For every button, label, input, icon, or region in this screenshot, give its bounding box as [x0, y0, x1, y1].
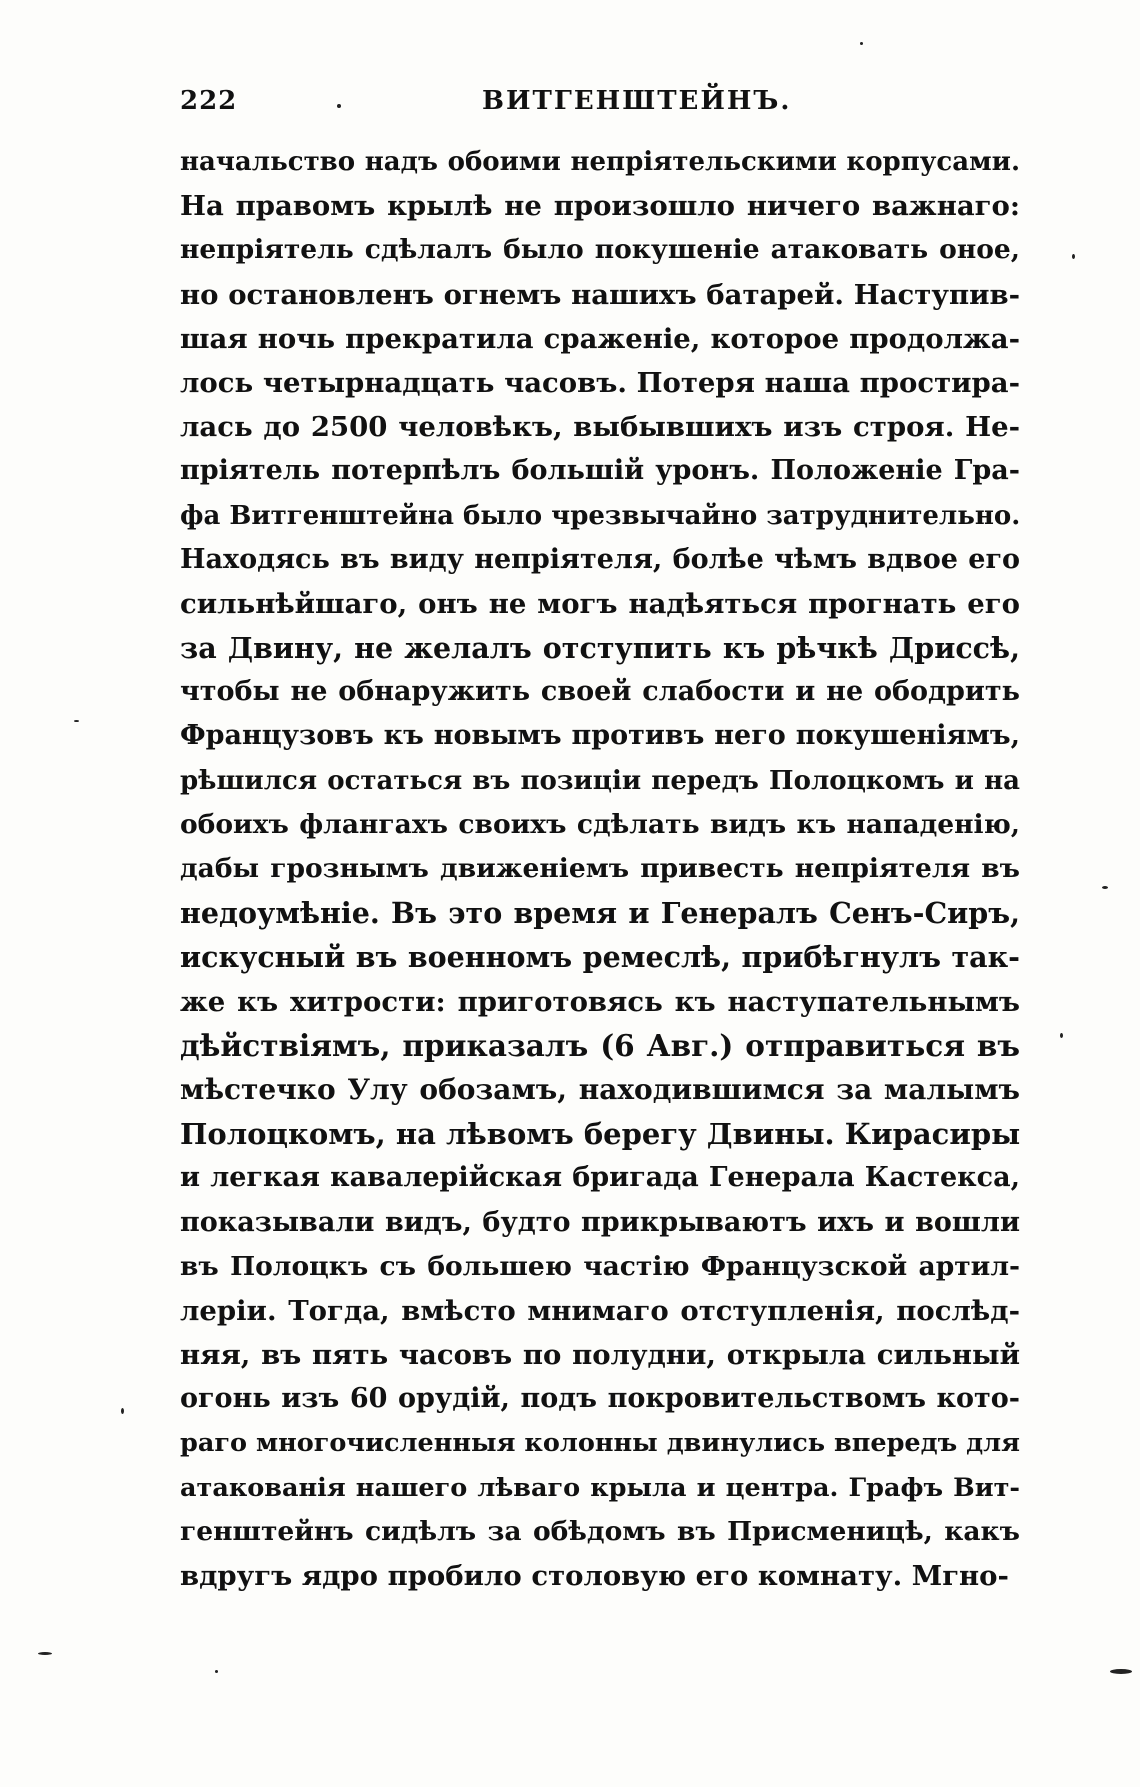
text-line: начальство надъ обоими непріятельскими корпусами.: [180, 147, 1020, 177]
text-line: рѣшился остаться въ позиціи передъ Полоцкомъ и на: [180, 765, 1020, 796]
text-line: въ Полоцкъ съ большею частію Французской артил-: [180, 1250, 1020, 1282]
text-line: за Двину, не желалъ отступить къ рѣчкѣ Дриссѣ,: [180, 631, 1020, 666]
scan-speck: [74, 720, 79, 722]
text-line: дабы грознымъ движеніемъ привесть непріятеля въ: [180, 853, 1020, 884]
text-line: дѣйствіямъ, приказалъ (6 Авг.) отправиться въ: [180, 1027, 1020, 1063]
scan-speck: [1072, 254, 1075, 259]
scan-speck: [121, 1408, 124, 1414]
page-header: [180, 86, 1020, 126]
text-line: сильнѣйшаго, онъ не могъ надѣяться прогнать его: [180, 587, 1020, 620]
scan-speck: [38, 1652, 52, 1655]
text-line: Полоцкомъ, на лѣвомъ берегу Двины. Кирасиры: [180, 1117, 1020, 1152]
text-line: На правомъ крылѣ не произошло ничего важнаго:: [180, 190, 1020, 223]
scan-speck: [860, 42, 863, 45]
text-line: пріятель потерпѣлъ большій уронъ. Положеніе Гра-: [180, 455, 1020, 487]
body-text: [180, 140, 1020, 1598]
scan-speck: [337, 104, 341, 108]
text-line: Находясь въ виду непріятеля, болѣе чѣмъ вдвое его: [180, 543, 1020, 575]
text-line: леріи. Тогда, вмѣсто мнимаго отступленія, послѣд-: [180, 1294, 1020, 1327]
running-title: ВИТГЕНШТЕЙНЪ.: [482, 86, 792, 116]
text-line: няя, въ пять часовъ по полудни, открыла сильный: [180, 1339, 1020, 1372]
text-line: недоумѣніе. Въ это время и Генералъ Сенъ-Сиръ,: [180, 896, 1020, 931]
text-line: искусный въ военномъ ремеслѣ, прибѣгнулъ так-: [180, 940, 1020, 975]
text-line: фа Витгенштейна было чрезвычайно затруднительно.: [180, 500, 1020, 531]
text-line: атакованія нашего лѣваго крыла и центра. Графъ Вит-: [180, 1472, 1020, 1503]
text-line: раго многочисленныя колонны двинулись впередъ для: [180, 1428, 1020, 1459]
text-line: вдругъ ядро пробило столовую его комнату. Мгно-: [180, 1560, 1009, 1592]
scan-speck: [215, 1670, 218, 1673]
text-line: и легкая кавалерійская бригада Генерала Кастекса,: [180, 1162, 1020, 1194]
text-line: генштейнъ сидѣлъ за обѣдомъ въ Присменицѣ, какъ: [180, 1515, 1020, 1547]
page-number: 222: [180, 86, 238, 116]
text-line: непріятель сдѣлалъ было покушеніе атаковать оное,: [180, 234, 1020, 266]
text-line: обоихъ флангахъ своихъ сдѣлать видъ къ нападенію,: [180, 808, 1020, 840]
text-line: же къ хитрости: приготовясь къ наступательнымъ: [180, 985, 1020, 1018]
text-line: но остановленъ огнемъ нашихъ батарей. Наступив-: [180, 278, 1020, 311]
text-line: шая ночь прекратила сраженіе, которое продолжа-: [180, 322, 1020, 355]
scan-speck: [1102, 886, 1108, 889]
text-line: показывали видъ, будто прикрываютъ ихъ и вошли: [180, 1206, 1020, 1238]
scan-speck: [1110, 1669, 1132, 1674]
text-line: лось четырнадцать часовъ. Потеря наша простира-: [180, 366, 1020, 399]
text-line: чтобы не обнаружить своей слабости и не ободрить: [180, 676, 1020, 708]
text-line: огонь изъ 60 орудій, подъ покровительствомъ кото-: [180, 1383, 1020, 1415]
text-line: Французовъ къ новымъ противъ него покушеніямъ,: [180, 720, 1020, 752]
scan-speck: [1060, 1033, 1063, 1038]
text-line: мѣстечко Улу обозамъ, находившимся за малымъ: [180, 1072, 1020, 1106]
text-line: лась до 2500 человѣкъ, выбывшихъ изъ строя. Не-: [180, 411, 1020, 444]
